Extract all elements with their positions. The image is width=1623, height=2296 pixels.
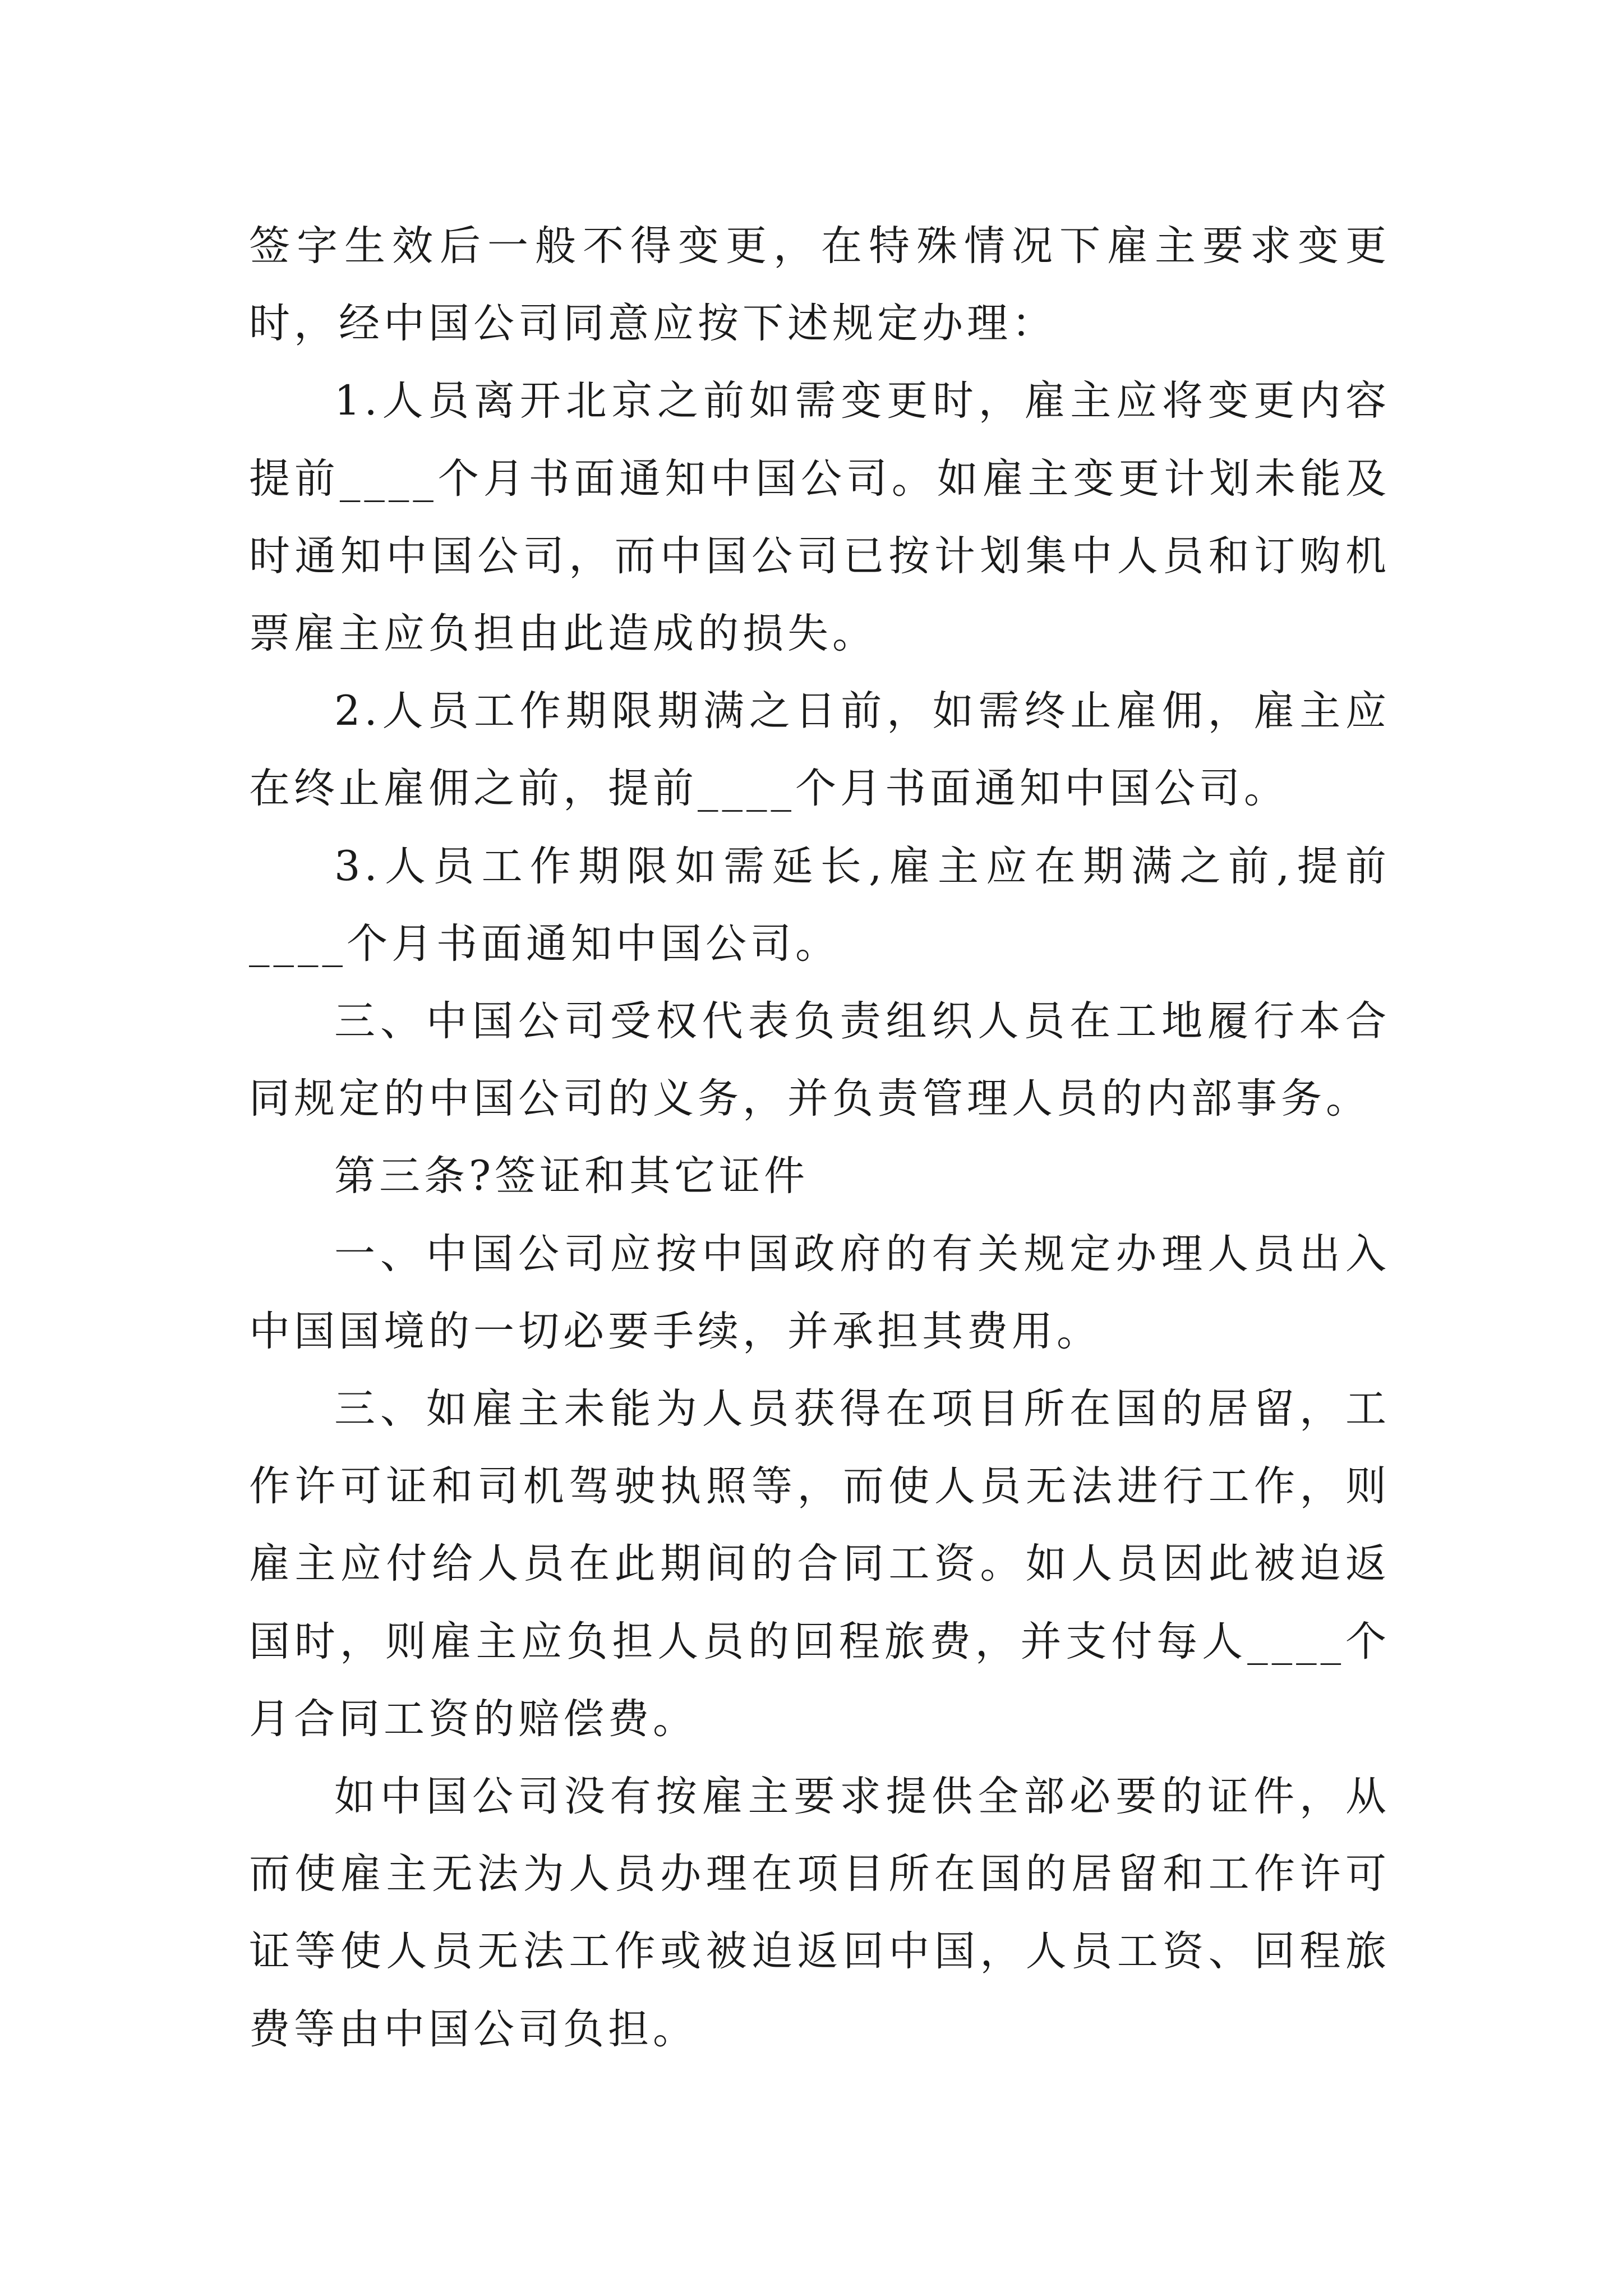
document-body — [249, 208, 1390, 2068]
paragraph-visa-3: 三、如雇主未能为人员获得在项目所在国的居留，工作许可证和司机驾驶执照等，而使人员无法进行工作，则雇主应付给人员在此期间的合同工资。如人员因此被迫返国时，则雇主应负担人员的回程旅费，并支付每人____个月合同工资的赔偿费。 — [249, 1385, 1390, 1743]
paragraph-intro: 签字生效后一般不得变更，在特殊情况下雇主要求变更时，经中国公司同意应按下述规定办理： — [249, 222, 1390, 348]
paragraph-section-3: 三、中国公司受权代表负责组织人员在工地履行本合同规定的中国公司的义务，并负责管理人员的内部事务。 — [249, 997, 1390, 1123]
paragraph-item-3: 3.人员工作期限如需延长,雇主应在期满之前,提前____个月书面通知中国公司。 — [249, 842, 1390, 968]
paragraph-visa-china-company: 如中国公司没有按雇主要求提供全部必要的证件，从而使雇主无法为人员办理在项目所在国的居留和工作许可证等使人员无法工作或被迫返回中国，人员工资、回程旅费等由中国公司负担。 — [249, 1773, 1390, 2053]
paragraph-item-2: 2.人员工作期限期满之日前，如需终止雇佣，雇主应在终止雇佣之前，提前____个月书面通知中国公司。 — [249, 687, 1390, 813]
paragraph-visa-1: 一、中国公司应按中国政府的有关规定办理人员出入中国国境的一切必要手续，并承担其费用。 — [249, 1230, 1390, 1355]
article-heading: 第三条?签证和其它证件 — [334, 1152, 809, 1200]
paragraph-item-1: 1.人员离开北京之前如需变更时，雇主应将变更内容提前____个月书面通知中国公司。如雇主变更计划未能及时通知中国公司，而中国公司已按计划集中人员和订购机票雇主应负担由此造成的损失。 — [249, 377, 1390, 658]
